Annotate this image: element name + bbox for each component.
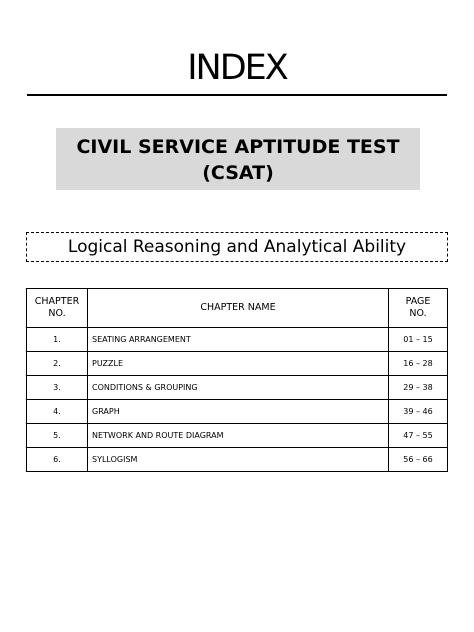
header-page-no-line-1: PAGE: [405, 296, 431, 307]
table-row: [27, 424, 448, 448]
table-row: [27, 400, 448, 424]
chapter-pages: 39 – 46: [389, 400, 448, 424]
chapter-pages: 01 – 15: [389, 328, 448, 352]
header-chapter-name: CHAPTER NAME: [88, 289, 389, 328]
chapter-name: SEATING ARRANGEMENT: [88, 328, 389, 352]
chapter-number: 6.: [27, 448, 88, 472]
header-chapter-no-line-1: CHAPTER: [34, 296, 80, 307]
subject-heading: Logical Reasoning and Analytical Ability: [26, 232, 448, 262]
page-title: INDEX: [187, 48, 287, 88]
banner-line-1: CIVIL SERVICE APTITUDE TEST: [76, 136, 400, 158]
table-row: [27, 328, 448, 352]
chapter-name: GRAPH: [88, 400, 389, 424]
header-page-no-line-2: NO.: [409, 308, 427, 319]
chapter-number: 3.: [27, 376, 88, 400]
index-table: [26, 288, 448, 472]
chapter-pages: 47 – 55: [389, 424, 448, 448]
table-row: [27, 376, 448, 400]
chapter-number: 2.: [27, 352, 88, 376]
chapter-number: 1.: [27, 328, 88, 352]
header-page-no: [389, 289, 448, 328]
chapter-pages: 16 – 28: [389, 352, 448, 376]
chapter-name: NETWORK AND ROUTE DIAGRAM: [88, 424, 389, 448]
chapter-number: 5.: [27, 424, 88, 448]
chapter-number: 4.: [27, 400, 88, 424]
table-row: [27, 448, 448, 472]
chapter-pages: 29 – 38: [389, 376, 448, 400]
test-banner: [56, 128, 420, 190]
chapter-name: SYLLOGISM: [88, 448, 389, 472]
header-chapter-no-line-2: NO.: [48, 308, 66, 319]
title-divider: [27, 94, 447, 96]
header-chapter-no: [27, 289, 88, 328]
chapter-pages: 56 – 66: [389, 448, 448, 472]
chapter-name: CONDITIONS & GROUPING: [88, 376, 389, 400]
chapter-name: PUZZLE: [88, 352, 389, 376]
table-header-row: [27, 289, 448, 328]
banner-line-2: (CSAT): [202, 162, 274, 184]
table-row: [27, 352, 448, 376]
